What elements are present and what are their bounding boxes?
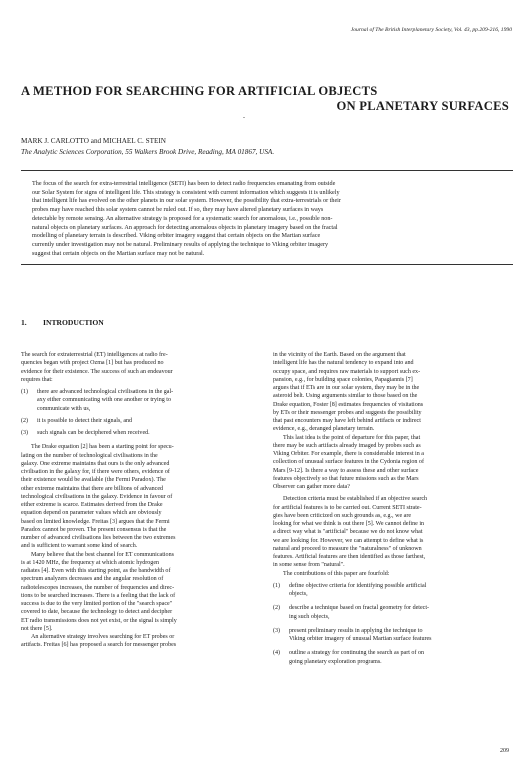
text-line: The Drake equation [2] has been a starting point for specu- [31, 444, 174, 451]
text-line: Viking orbiter imagery of unusual Martian surface features [289, 636, 432, 642]
text-line: communicate with us, [37, 405, 91, 412]
text-line: features. Artificial features are then identified as those farthest, [273, 554, 426, 560]
text-line: features objectively so that future missions such as the Mars [273, 475, 419, 482]
text-line: tions to be searched increases. There is a feeling that the lack of [21, 592, 176, 599]
text-line: The search for extraterrestrial (ET) intelligences at radio fre- [21, 352, 168, 358]
text-line: other extreme maintains that there are billions of advanced [21, 485, 164, 492]
text-line: occupy space, and requires raw materials to support such ex- [273, 368, 421, 375]
text-line: radiates [4]. Even with this starting point, as the bandwidth of [21, 568, 171, 574]
list-item [21, 417, 257, 425]
text-line: that past encounters may have left behind artifacts or indirect [273, 418, 421, 424]
text-line: technological civilisations in the galaxy. Evidence in favour of [21, 493, 173, 500]
text-line: An alternative strategy involves searching for ET probes or [31, 634, 175, 640]
text-line: evidence, e.g., deranged planetary terrain. [273, 426, 375, 433]
text-line: The contributions of this paper are fourfold: [283, 570, 390, 577]
list-item [273, 604, 515, 621]
text-line: ing such objects, [289, 613, 330, 620]
text-line: requires that: [21, 376, 53, 383]
text-line: equation depend on parameter values which are obviously [21, 510, 162, 517]
journal-header: Journal of The British Interplanetary Society, Vol. 43, pp.209-216, 1990 [350, 27, 512, 33]
abstract-line: probes may have reached this solar system cannot be ruled out. If so, they may have altered planetary surfaces in ways [32, 207, 324, 214]
authors: MARK J. CARLOTTO and MICHAEL C. STEIN [21, 137, 166, 145]
affiliation: The Analytic Sciences Corporation, 55 Walkers Brook Drive, Reading, MA 01867, USA. [21, 148, 275, 156]
text-line: not there [5]. [21, 625, 53, 632]
list-marker: (3) [21, 430, 29, 436]
text-line: lating on the number of technological civilisations in the [21, 452, 158, 459]
rule-top [21, 170, 513, 171]
text-line: Detection criteria must be established if an objective search [283, 496, 428, 503]
section-title: INTRODUCTION [43, 318, 104, 327]
text-line: Many believe that the best channel for ET communications [31, 551, 174, 558]
text-line: in some sense from "natural". [273, 562, 345, 569]
text-line: and is sufficient to warrant some kind of search. [21, 543, 138, 550]
text-line: for artificial features is to be carried out. Current SETI strate- [273, 504, 422, 511]
left-column [21, 351, 257, 650]
abstract-line: natural objects on planetary surfaces. An approach for detecting anomalous objects in planetary imagery based on the fractal [32, 224, 338, 231]
list-marker: (2) [273, 605, 281, 612]
list-item [21, 388, 257, 413]
text-line: we are looking for. However, we can attempt to define what is [273, 537, 424, 544]
text-line: asteroid belt. Using arguments similar to those based on the [273, 393, 418, 400]
text-line: natural and proceed to measure the "naturalness" of unknown [273, 545, 422, 552]
text-line: intelligent life has the natural tendency to expand into and [273, 360, 414, 367]
text-line: spectrum analyzers decreases and the angular resolution of [21, 576, 164, 583]
text-line: Drake equation, Foster [8] estimates frequencies of visitations [273, 401, 424, 408]
text-line: looking for what we think is out there [5]. We cannot define in [273, 521, 425, 527]
text-line: pansion, e.g., for building space colonies, Papagiannis [7] [273, 376, 413, 383]
text-line: quencies began with project Ozma [1] but has produced no [21, 360, 164, 367]
section-number: 1. [21, 318, 27, 327]
text-line: Observer can gather more data? [273, 484, 350, 490]
list-item [273, 649, 515, 666]
text-line: success is due to the very limited portion of the "search space" [21, 601, 173, 607]
text-line: define objective criteria for identifying possible artificial [289, 582, 427, 589]
list-marker: (4) [273, 650, 281, 657]
text-line: such signals can be deciphered when received. [37, 430, 150, 436]
text-line: by ETs or their messenger probes and suggests the possibility [273, 409, 422, 416]
list-item [273, 582, 515, 599]
text-line: evidence for their existence. The success of such an endeavour [21, 368, 173, 375]
list-marker: (1) [21, 389, 29, 395]
text-line: present preliminary results in applying the technique to [289, 627, 423, 634]
abstract-line: that intelligent life has evolved on the other planets in our solar system. However, the possibility that extra-terrestrials or their [32, 198, 341, 205]
text-line: in the vicinity of the Earth. Based on the argument that [273, 352, 406, 358]
title-line-1: A METHOD FOR SEARCHING FOR ARTIFICIAL OBJECTS [21, 84, 378, 98]
page-number: 209 [500, 748, 509, 754]
text-line: Mars [9-12]. Is there a way to assess these and other surface [273, 467, 419, 474]
text-line: there may be such artifacts already imaged by probes such as [273, 442, 421, 449]
abstract-line: modelling of planetary terrain is described. Viking orbiter imagery suggest that certain objects on the Martian surface [32, 233, 321, 240]
text-line: it is possible to detect their signals, and [37, 417, 133, 424]
abstract-line: currently under investigation may not be natural. Preliminary results of applying the technique to Viking orbiter imagery [32, 241, 329, 248]
abstract-line: our Solar System for signs of intelligent life. This strategy is consistent with current information which suggests it is unlikely [32, 189, 340, 196]
list-item [273, 627, 515, 644]
text-line: objects, [289, 591, 308, 597]
text-line: radiotelescopes increases, the number of frequencies and direc- [21, 584, 175, 591]
text-line: artifacts. Freitas [6] has proposed a search for messenger probes [21, 642, 177, 649]
text-line: gies have been criticized on such grounds as, e.g., we are [273, 512, 412, 519]
list-marker: (1) [273, 582, 281, 589]
title-line-2: ON PLANETARY SURFACES [336, 99, 509, 113]
abstract-line: detectable by remote sensing. An alternative strategy is proposed for a systematic search for anomalous, i.e., possible non- [32, 215, 333, 222]
text-line: there are advanced technological civilisations in the gal- [37, 389, 174, 395]
text-line: outline a strategy for continuing the search as part of on [289, 650, 425, 657]
text-line: Viking Orbiter. For example, there is considerable interest in a [273, 451, 424, 457]
text-line: collection of unusual surface features in the Cydonia region of [273, 459, 424, 466]
text-line: civilisation in the galaxy for, if there were others, evidence of [21, 469, 170, 475]
list-marker: (2) [21, 417, 29, 424]
text-line: going planetary exploration programs. [289, 658, 382, 665]
text-line: a direct way what is "artificial" because we do not know what [273, 529, 423, 536]
text-line: their existence would be available (the Fermi Paradox). The [21, 477, 166, 484]
text-line: is at 1420 MHz, the frequency at which atomic hydrogen [21, 559, 160, 566]
text-line: based on limited knowledge. Freitas [3] argues that the Fermi [21, 518, 170, 525]
right-column [273, 351, 515, 666]
text-line: This last idea is the point of departure for this paper, that [283, 434, 421, 441]
text-line: describe a technique based on fractal geometry for detect- [289, 605, 430, 612]
abstract-line: suggest that certain objects on the Martian surface may not be natural. [32, 250, 205, 257]
text-line: number of advanced civilisations lies between the two extremes [21, 535, 176, 541]
abstract [32, 180, 502, 258]
title-mark: . [243, 111, 245, 120]
text-line: ET radio transmissions does not yet exist, or the signal is simply [21, 617, 177, 624]
list-marker: (3) [273, 627, 281, 634]
rule-bottom [21, 264, 513, 265]
text-line: galaxy. One extreme maintains that ours is the only advanced [21, 460, 170, 467]
section-heading [21, 318, 104, 327]
text-line: either extreme is scarce. Estimates derived from the Drake [21, 502, 163, 508]
text-line: covered to date, because the technology to detect and decipher [21, 609, 173, 616]
text-line: axy either communicating with one another or trying to [37, 397, 172, 404]
abstract-line: The focus of the search for extra-terrestrial intelligence (SETI) has been to detect radio frequencies emanating from outside [32, 181, 336, 187]
list-item [21, 429, 257, 437]
text-line: argues that if ETs are in our solar system, they may be in the [273, 385, 420, 391]
text-line: Paradox cannot be proven. The present consensus is that the [21, 526, 167, 533]
